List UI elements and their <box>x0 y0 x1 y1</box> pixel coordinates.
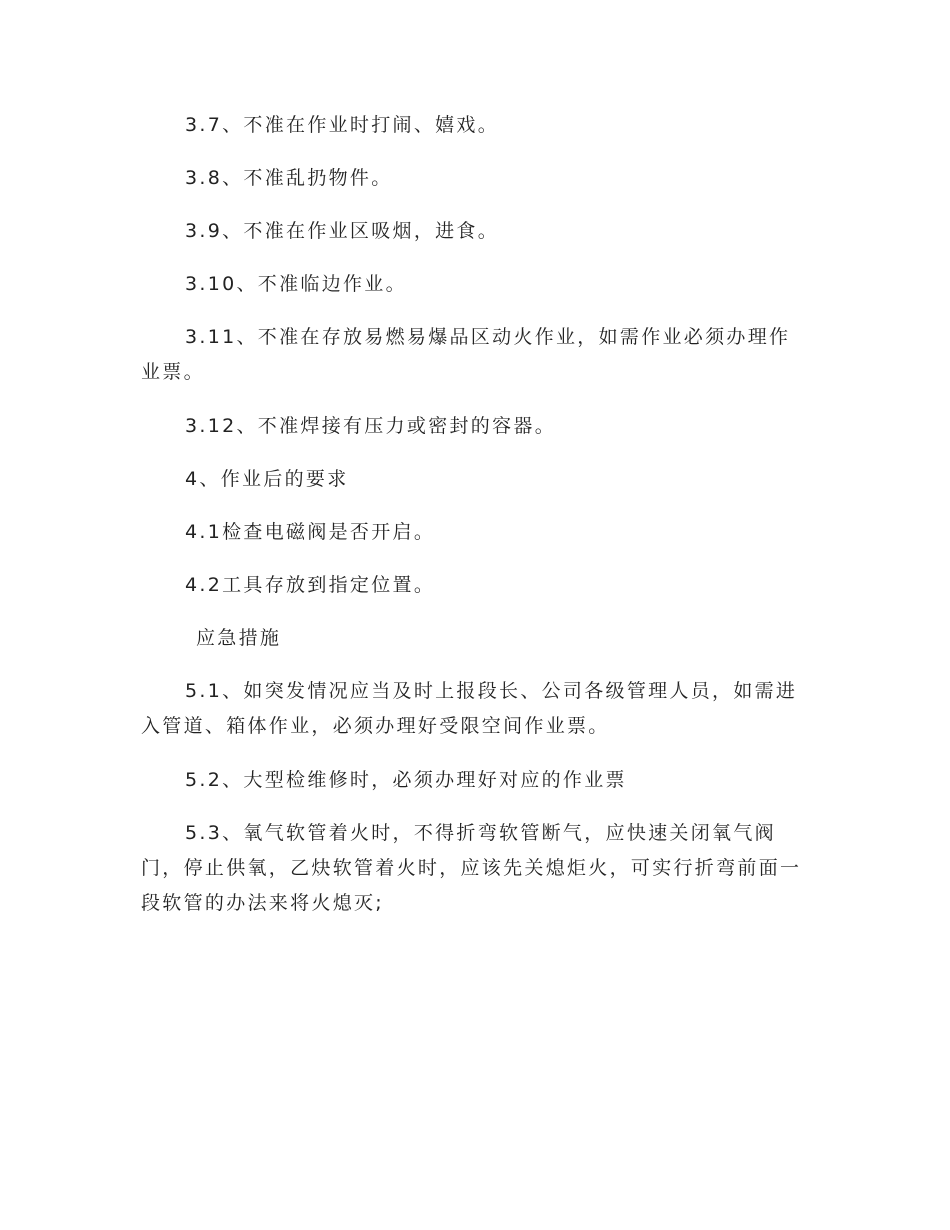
paragraph-3-7: 3.7、不准在作业时打闹、嬉戏。 <box>185 114 500 136</box>
paragraph-4-2: 4.2工具存放到指定位置。 <box>185 574 436 596</box>
paragraph-3-11: 3.11、不准在存放易燃易爆品区动火作业，如需作业必须办理作业票。 <box>141 326 791 383</box>
paragraph-3-10: 3.10、不准临边作业。 <box>185 273 407 295</box>
paragraph-4-1: 4.1检查电磁阀是否开启。 <box>185 521 436 543</box>
paragraph-5-1: 5.1、如突发情况应当及时上报段长、公司各级管理人员，如需进入管道、箱体作业，必须办理好受限空间作业票。 <box>141 680 798 737</box>
paragraph-5-3: 5.3、氧气软管着火时，不得折弯软管断气，应快速关闭氧气阀门，停止供氧，乙炔软管着火时，应该先关熄炬火，可实行折弯前面一段软管的办法来将火熄灭; <box>141 822 802 914</box>
section-heading-4: 4、作业后的要求 <box>185 468 349 490</box>
paragraph-3-12: 3.12、不准焊接有压力或密封的容器。 <box>185 415 557 437</box>
paragraph-3-9: 3.9、不准在作业区吸烟，进食。 <box>185 220 500 242</box>
section-heading-emergency: 应急措施 <box>196 627 282 649</box>
paragraph-5-2: 5.2、大型检维修时，必须办理好对应的作业票 <box>185 769 627 791</box>
paragraph-3-8: 3.8、不准乱扔物件。 <box>185 167 393 189</box>
